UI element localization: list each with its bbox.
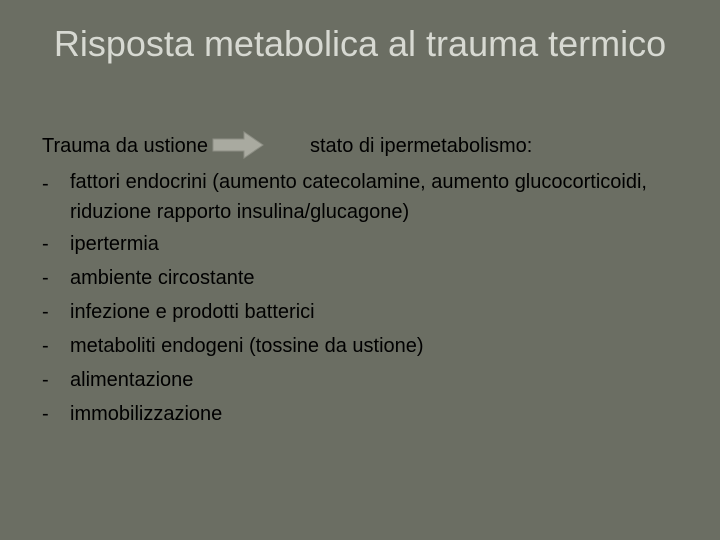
- list-item-text: ipertermia: [70, 233, 159, 255]
- list-item-text: infezione e prodotti batterici: [70, 301, 315, 323]
- list-item-text: alimentazione: [70, 369, 194, 391]
- right-arrow-icon: [212, 131, 264, 159]
- bullet-marker: -: [42, 233, 49, 255]
- list-item: [42, 397, 682, 431]
- list-item: [42, 261, 682, 295]
- factor-list: [42, 167, 682, 431]
- list-item-text: immobilizzazione: [70, 403, 223, 425]
- bullet-marker: -: [42, 369, 49, 391]
- list-item-text: ambiente circostante: [70, 267, 255, 289]
- list-item: [42, 227, 682, 261]
- bullet-marker: -: [42, 173, 49, 195]
- list-item: [42, 295, 682, 329]
- bullet-marker: -: [42, 403, 49, 425]
- list-item-text: fattori endocrini (aumento catecolamine, aumento glucocorticoidi, riduzione rapporto insulina/glucagone): [70, 171, 647, 223]
- bullet-marker: -: [42, 335, 49, 357]
- list-item: [42, 363, 682, 397]
- intro-tail: stato di ipermetabolismo:: [310, 135, 533, 157]
- intro-lead: Trauma da ustione: [42, 135, 209, 157]
- bullet-marker: -: [42, 267, 49, 289]
- slide-title: Risposta metabolica al trauma termico: [53, 23, 667, 64]
- list-item: [42, 329, 682, 363]
- list-item: [42, 167, 682, 227]
- list-item-text: metaboliti endogeni (tossine da ustione): [70, 335, 424, 357]
- bullet-marker: -: [42, 301, 49, 323]
